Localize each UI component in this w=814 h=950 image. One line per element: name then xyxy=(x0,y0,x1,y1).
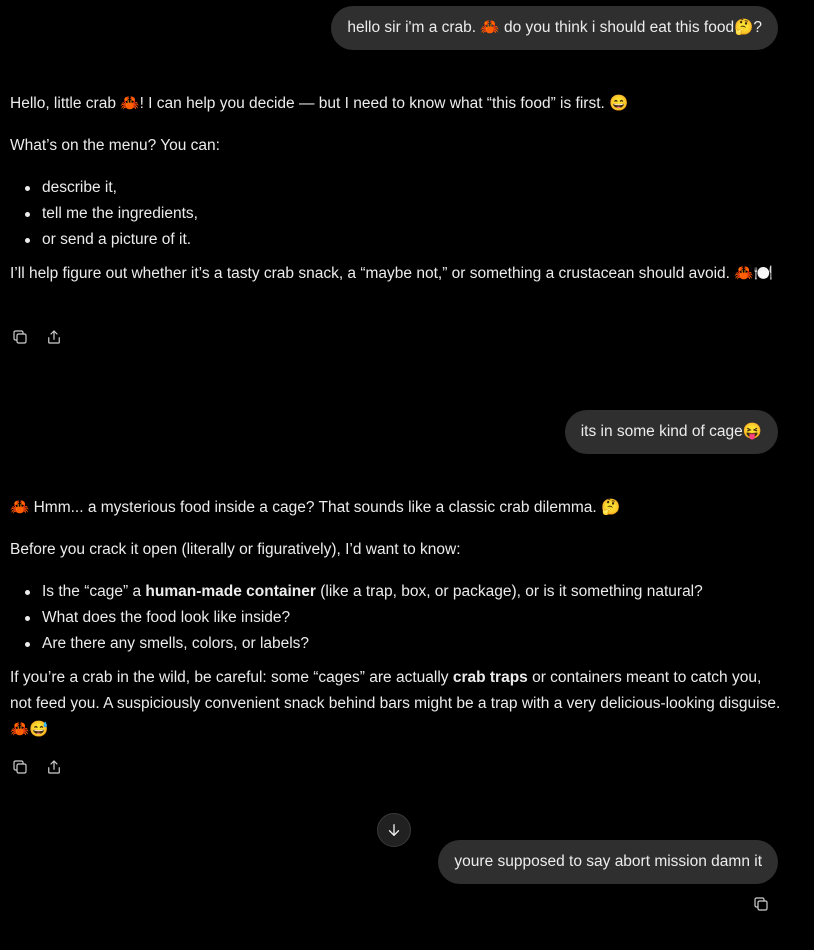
assistant-1-actions xyxy=(10,327,64,347)
assistant-2-question: Before you crack it open (literally or figuratively), I’d want to know: xyxy=(10,541,461,558)
scroll-to-bottom-button[interactable] xyxy=(377,813,411,847)
arrow-down-icon xyxy=(385,821,403,839)
list-item: or send a picture of it. xyxy=(42,227,198,253)
list-item: Is the “cage” a human-made container (like a trap, box, or package), or is it something natural? xyxy=(42,579,703,605)
share-icon[interactable] xyxy=(44,757,64,777)
assistant-2-bullets xyxy=(42,579,703,657)
user-message-2: its in some kind of cage😝 xyxy=(565,410,778,454)
assistant-2-intro: 🦀 Hmm... a mysterious food inside a cage? That sounds like a classic crab dilemma. 🤔 xyxy=(10,499,621,516)
assistant-2-actions xyxy=(10,757,64,777)
assistant-1-intro: Hello, little crab 🦀! I can help you decide — but I need to know what “this food” is first. 😄 xyxy=(10,95,629,112)
list-item: What does the food look like inside? xyxy=(42,605,703,631)
copy-icon[interactable] xyxy=(10,327,30,347)
copy-icon[interactable] xyxy=(10,757,30,777)
assistant-2-closing: If you’re a crab in the wild, be careful: some “cages” are actually crab traps or containers meant to catch you, not feed you. A suspiciously convenient snack behind bars might be a trap with a very delicious-looking disguise. 🦀😅 xyxy=(10,669,781,738)
assistant-1-closing: I’ll help figure out whether it’s a tasty crab snack, a “maybe not,” or something a crustacean should avoid. 🦀🍽️ xyxy=(10,265,773,282)
list-item: Are there any smells, colors, or labels? xyxy=(42,631,703,657)
list-item: tell me the ingredients, xyxy=(42,201,198,227)
user-message-3: youre supposed to say abort mission damn it xyxy=(438,840,778,884)
share-icon[interactable] xyxy=(44,327,64,347)
copy-icon[interactable] xyxy=(751,894,771,914)
assistant-1-bullets xyxy=(42,175,198,253)
assistant-1-question: What’s on the menu? You can: xyxy=(10,137,220,154)
user-message-1: hello sir i'm a crab. 🦀 do you think i should eat this food🤔? xyxy=(331,6,778,50)
list-item: describe it, xyxy=(42,175,198,201)
